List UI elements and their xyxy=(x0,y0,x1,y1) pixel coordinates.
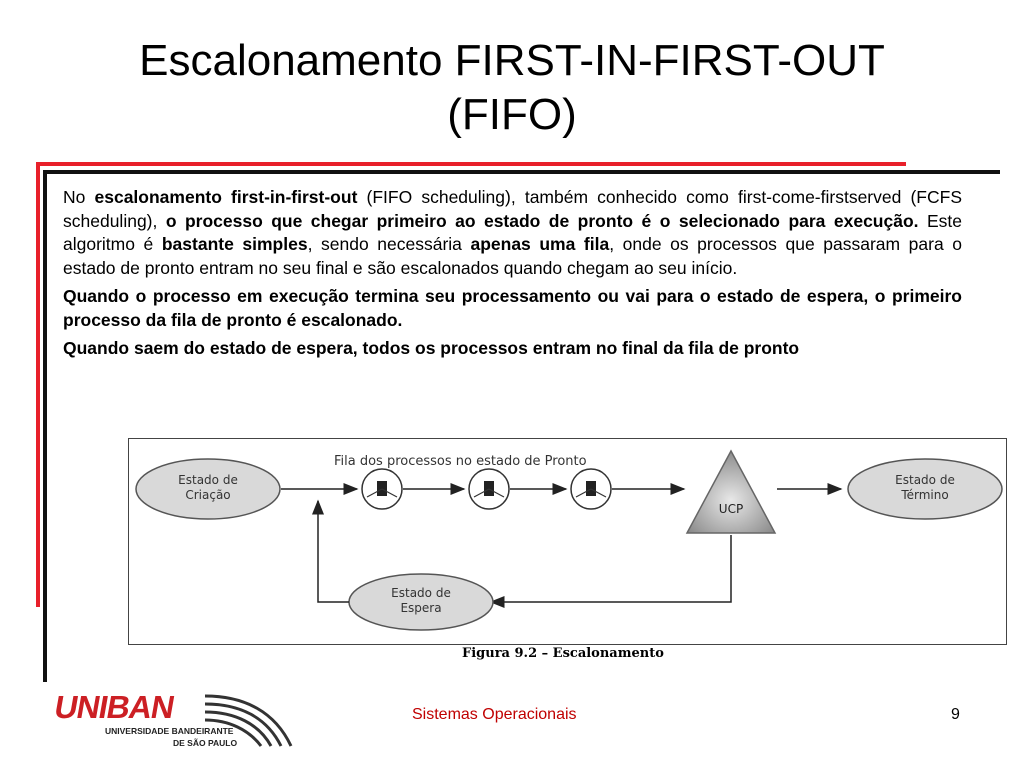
arrow-cpu-to-wait xyxy=(491,535,731,602)
p1-text-5: , onde os processos que passaram para o estado de pronto entram no seu final e são escalonados quando chegam ao seu início. xyxy=(63,234,962,278)
footer-course: Sistemas Operacionais xyxy=(412,706,577,723)
end-state xyxy=(848,459,1002,519)
queue-item-2 xyxy=(469,469,509,509)
queue-item-1 xyxy=(362,469,402,509)
page-number: 9 xyxy=(951,706,960,723)
red-divider-vertical xyxy=(36,162,40,607)
p2-bold: Quando o processo em execução termina seu processamento ou vai para o estado de espera, o primeiro processo da fila de pronto é escalonado. xyxy=(63,286,962,330)
p1-bold-1: escalonamento first-in-first-out xyxy=(94,187,358,207)
p1-text-1: No xyxy=(63,187,95,207)
black-divider-horizontal xyxy=(43,170,1000,174)
scheduling-diagram xyxy=(129,439,1006,644)
p1-bold-3: bastante simples xyxy=(161,234,308,254)
title-line-2: (FIFO) xyxy=(447,90,577,139)
p3-bold: Quando saem do estado de espera, todos os processos entram no final da fila de pronto xyxy=(63,338,800,358)
p1-text-4: , sendo necessária xyxy=(307,234,471,254)
creation-label-2: Criação xyxy=(185,488,231,502)
wait-label-1: Estado de xyxy=(391,586,451,600)
end-label-2: Término xyxy=(901,488,949,502)
logo-subtitle-1: UNIVERSIDADE BANDEIRANTE xyxy=(105,726,234,736)
creation-state xyxy=(136,459,280,519)
logo-subtitle-2: DE SÃO PAULO xyxy=(173,738,238,748)
p1-bold-2: o processo que chegar primeiro ao estado de pronto é o selecionado para execução. xyxy=(165,210,919,231)
cpu-triangle xyxy=(687,451,775,533)
p1-bold-4: apenas uma fila xyxy=(470,234,610,254)
red-divider-horizontal xyxy=(36,162,906,166)
slide-title xyxy=(0,34,1024,142)
paragraph-2 xyxy=(63,285,962,332)
end-label-1: Estado de xyxy=(895,473,955,487)
queue-label: Fila dos processos no estado de Pronto xyxy=(334,454,587,469)
p1-text-3: Este algoritmo é xyxy=(63,210,962,254)
cpu-label: UCP xyxy=(718,502,744,516)
uniban-logo xyxy=(51,689,295,750)
title-line-1: Escalonamento FIRST-IN-FIRST-OUT xyxy=(139,36,885,85)
wait-state xyxy=(349,574,493,630)
black-divider-vertical xyxy=(43,170,47,682)
arrow-wait-to-queue xyxy=(318,501,349,602)
slide-body xyxy=(63,186,962,366)
queue-item-3 xyxy=(571,469,611,509)
logo-wordmark: UNIBAN xyxy=(51,689,177,725)
wait-label-2: Espera xyxy=(400,601,442,615)
figure-caption: Figura 9.2 – Escalonamento xyxy=(462,646,664,661)
p1-text-2: (FIFO scheduling), também conhecido como first-come-firstserved (FCFS scheduling), xyxy=(63,187,962,231)
paragraph-1 xyxy=(63,186,962,280)
scheduling-figure xyxy=(128,438,1007,645)
paragraph-3 xyxy=(63,337,962,361)
creation-label-1: Estado de xyxy=(178,473,238,487)
